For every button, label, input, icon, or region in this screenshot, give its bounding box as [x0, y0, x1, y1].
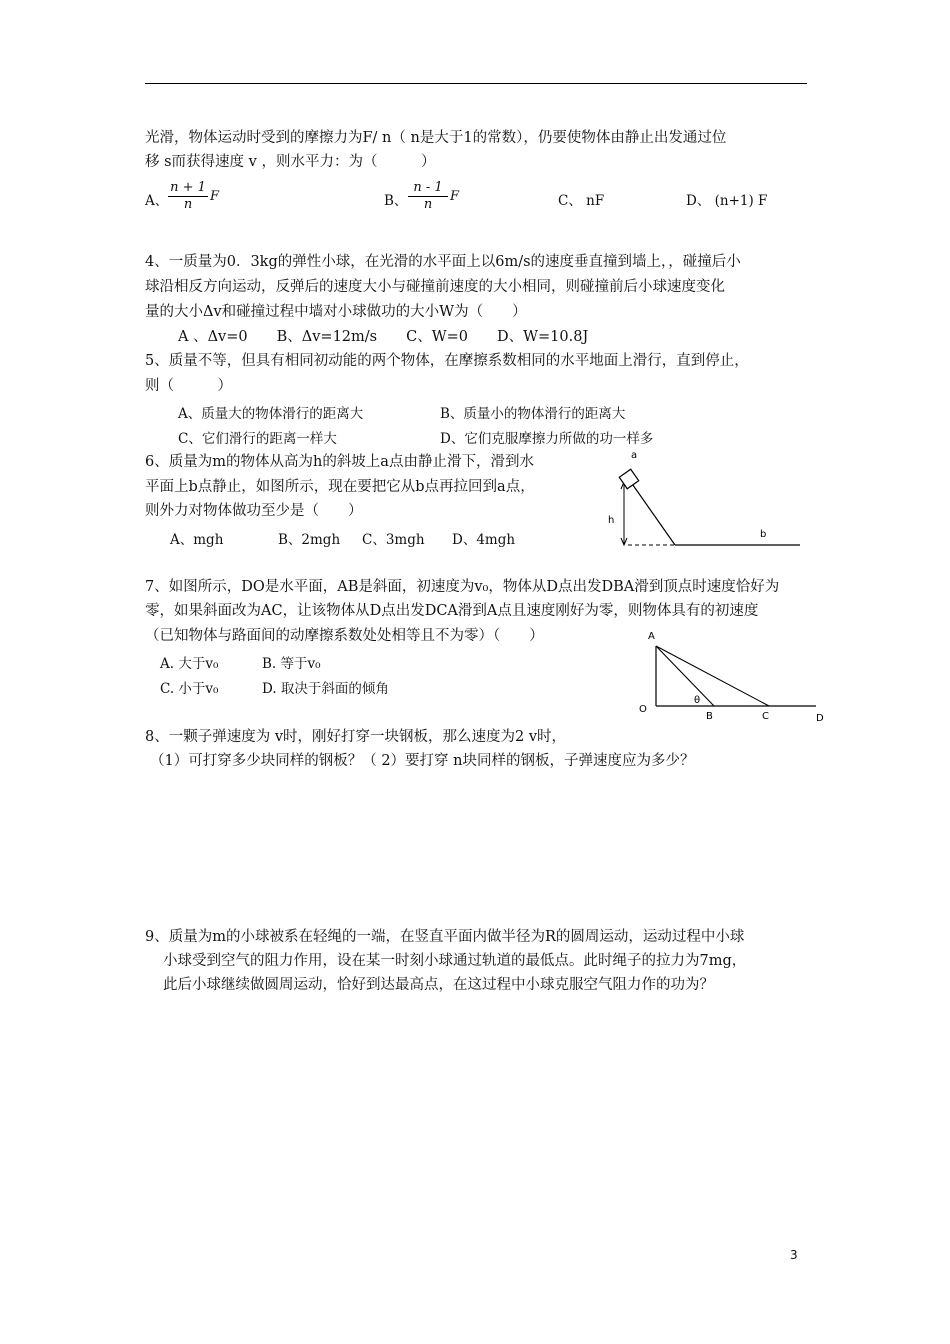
q8-line1: 8、一颗子弹速度为 v时，刚好打穿一块钢板，那么速度为2 v时， — [145, 729, 567, 745]
q7-label-d: D — [816, 713, 824, 724]
q7-label-c: C — [762, 711, 769, 722]
q6-line1: 6、质量为m的物体从高为h的斜坡上a点由静止滑下，滑到水 — [145, 454, 534, 470]
q3-option-a-var: F — [210, 189, 220, 204]
q5-option-b: B、质量小的物体滑行的距离大 — [440, 406, 626, 422]
q3-option-c: C、 nF — [558, 193, 605, 209]
q5-option-d: D、它们克服摩擦力所做的功一样多 — [440, 431, 654, 447]
header-rule — [145, 83, 807, 84]
q3-line1: 光滑，物体运动时受到的摩擦力为F/ n（ n是大于1的常数），仍要使物体由静止出发通过位 — [145, 130, 727, 146]
q7-slope-ab — [656, 646, 714, 706]
q5-line1: 5、质量不等，但具有相同初动能的两个物体，在摩擦系数相同的水平地面上滑行，直到停止， — [145, 353, 749, 369]
q9-line2: 小球受到空气的阻力作用，设在某一时刻小球通过轨道的最低点。此时绳子的拉力为7mg， — [163, 953, 747, 969]
q6-label-h: h — [608, 515, 615, 526]
q6-option-d: D、4mgh — [452, 532, 516, 548]
q4-options: A 、Δv=0 B、Δv=12m/s C、W=0 D、W=10.8J — [178, 329, 589, 345]
q7-label-theta: θ — [694, 695, 701, 706]
q3-line2: 移 s而获得速度 v ，则水平力：为（ ） — [145, 154, 436, 170]
q6-line3: 则外力对物体做功至少是（ ） — [145, 503, 363, 519]
q6-option-b: B、2mgh — [278, 532, 341, 548]
q3-option-b-var: F — [450, 189, 460, 204]
q6-line2: 平面上b点静止，如图所示，现在要把它从b点再拉回到a点， — [145, 479, 535, 495]
q7-line3: （已知物体与路面间的动摩擦系数处处相等且不为零）（ ） — [145, 628, 544, 644]
q6-slope-figure — [600, 448, 810, 552]
q7-label-a: A — [648, 631, 655, 642]
q7-option-b: B. 等于v₀ — [262, 656, 321, 672]
q3-option-a-fraction — [168, 180, 208, 213]
q3-option-b-numerator: n - 1 — [408, 180, 448, 197]
q3-option-b-label: B、 — [384, 193, 408, 209]
q3-option-a-label: A、 — [145, 193, 169, 209]
q4-line1: 4、一质量为0．3kg的弹性小球，在光滑的水平面上以6m/s的速度垂直撞到墙上，，碰撞后小 — [145, 254, 741, 270]
q6-label-b: b — [760, 529, 767, 540]
q7-line2: 零，如果斜面改为AC，让该物体从D点出发DCA滑到A点且速度刚好为零，则物体具有的初速度 — [145, 603, 759, 619]
q7-option-c: C. 小于v₀ — [160, 681, 219, 697]
q9-line3: 此后小球继续做圆周运动，恰好到达最高点，在这过程中小球克服空气阻力作的功为？ — [163, 977, 714, 993]
q4-line2: 球沿相反方向运动，反弹后的速度大小与碰撞前速度的大小相同，则碰撞前后小球速度变化 — [145, 279, 725, 295]
q9-line1: 9、质量为m的小球被系在轻绳的一端，在竖直平面内做半径为R的圆周运动，运动过程中小球 — [145, 929, 745, 945]
q6-incline-line — [628, 478, 675, 545]
q7-label-o: O — [639, 704, 647, 715]
q7-option-a: A. 大于v₀ — [160, 656, 219, 672]
q7-slope-ac — [656, 646, 769, 706]
q5-option-a: A、质量大的物体滑行的距离大 — [178, 406, 364, 422]
q7-incline-figure — [636, 626, 836, 726]
q5-option-c: C、它们滑行的距离一样大 — [178, 431, 337, 447]
q6-option-c: C、3mgh — [362, 532, 425, 548]
q8-line2: （1）可打穿多少块同样的钢板？（ 2）要打穿 n块同样的钢板，子弹速度应为多少？ — [150, 753, 695, 769]
q3-option-a-denominator: n — [183, 197, 193, 212]
q3-option-b-denominator: n — [423, 197, 433, 212]
q4-line3: 量的大小Δv和碰撞过程中墙对小球做功的大小W为（ ） — [145, 304, 527, 320]
q7-label-b: B — [706, 711, 713, 722]
q7-option-d: D. 取决于斜面的倾角 — [262, 681, 389, 697]
page-number: 3 — [790, 1248, 798, 1262]
q6-label-a: a — [631, 450, 638, 461]
q3-option-d: D、 (n+1) F — [686, 193, 768, 209]
q5-line2: 则（ ） — [145, 378, 232, 394]
q3-option-a-numerator: n + 1 — [168, 180, 208, 197]
q7-line1: 7、如图所示，DO是水平面，AB是斜面，初速度为v₀，物体从D点出发DBA滑到顶点时速度恰好为 — [145, 579, 780, 595]
q6-option-a: A、mgh — [170, 532, 224, 548]
q3-option-b-fraction — [408, 180, 448, 213]
